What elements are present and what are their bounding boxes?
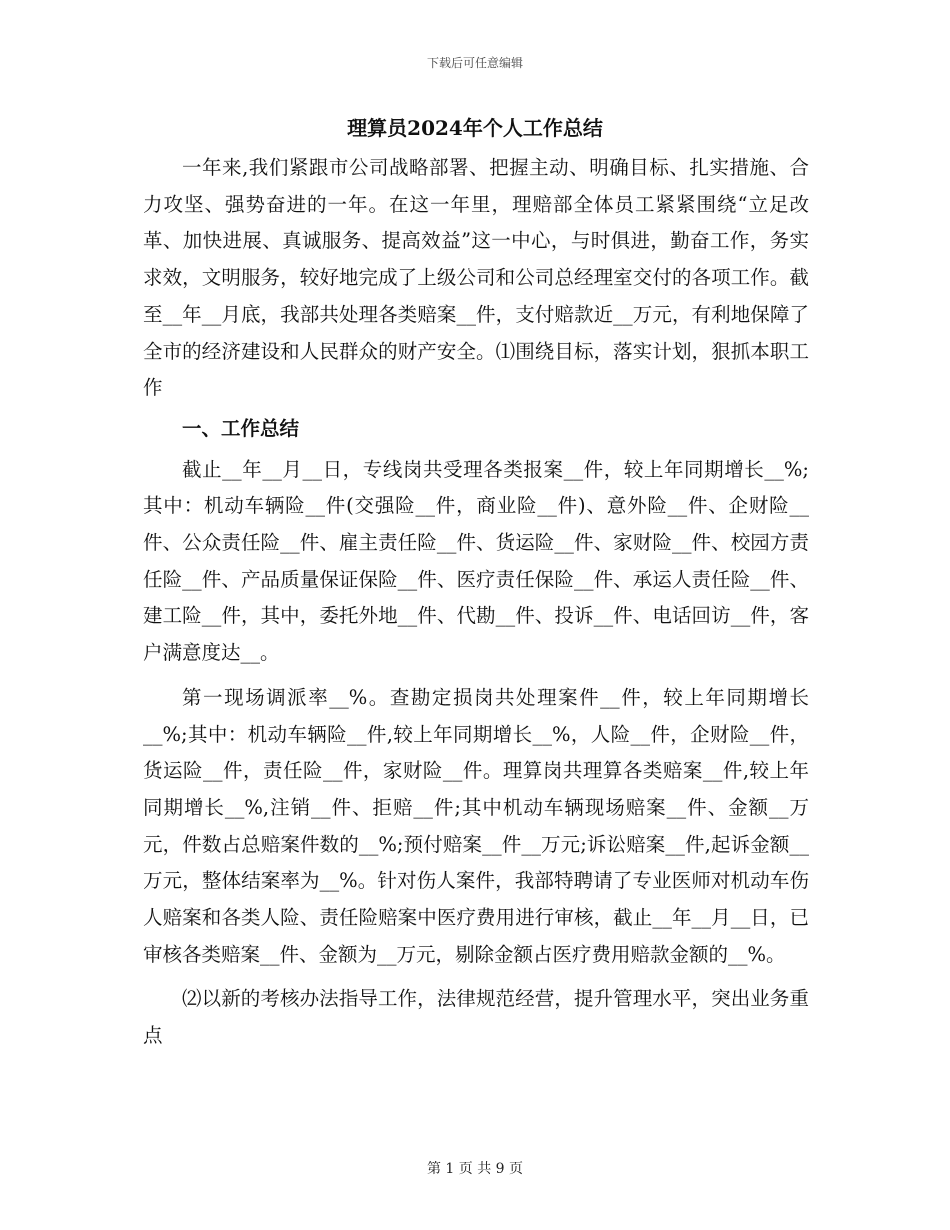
paragraph-report-stats: 截止__年__月__日，专线岗共受理各类报案__件，较上年同期增长__%;其中：机动车辆险__件(交强险__件，商业险__件)、意外险__件、企财险__件、公众责任险__件、雇主责任险__件、货运险__件、家财险__件、校园方责任险__件、产品质量保证保险__件、医疗责任保险__件、承运人责任险__件、建工险__件，其中，委托外地__件、代勘__件、投诉__件、电话回访__件，客户满意度达__。: [143, 457, 809, 665]
document-body: [143, 150, 809, 1055]
page-number: 第 1 页 共 9 页: [426, 1161, 524, 1177]
document-title: 理算员2024年个人工作总结: [347, 116, 603, 140]
paragraph-intro: 一年来,我们紧跟市公司战略部署、把握主动、明确目标、扎实措施、合力攻坚、强势奋进的一年。在这一年里，理赔部全体员工紧紧围绕“立足改革、加快进展、真诚服务、提高效益”这一中心，与时俱进，勤奋工作，务实求效，文明服务，较好地完成了上级公司和公司总经理室交付的各项工作。截至__年__月底，我部共处理各类赔案__件，支付赔款近__万元，有利地保障了全市的经济建设和人民群众的财产安全。⑴围绕目标，落实计划，狠抓本职工作: [143, 156, 809, 400]
header-note: 下载后可任意编辑: [426, 56, 523, 70]
paragraph-claims-stats: 第一现场调派率__%。查勘定损岗共处理案件__件，较上年同期增长__%;其中：机动车辆险__件,较上年同期增长__%，人险__件，企财险__件，货运险__件，责任险__件，家财险__件。理算岗共理算各类赔案__件,较上年同期增长__%,注销__件、拒赔__件;其中机动车辆现场赔案__件、金额__万元，件数占总赔案件数的__%;预付赔案__件__万元;诉讼赔案__件,起诉金额__万元，整体结案率为__%。针对伤人案件，我部特聘请了专业医师对机动车伤人赔案和各类人险、责任险赔案中医疗费用进行审核，截止__年__月__日，已审核各类赔案__件、金额为__万元，剔除金额占医疗费用赔款金额的__%。: [143, 685, 809, 966]
paragraph-subheading-2: ⑵以新的考核办法指导工作，法律规范经营，提升管理水平，突出业务重点: [143, 987, 809, 1048]
section-heading: 一、工作总结: [182, 416, 300, 440]
